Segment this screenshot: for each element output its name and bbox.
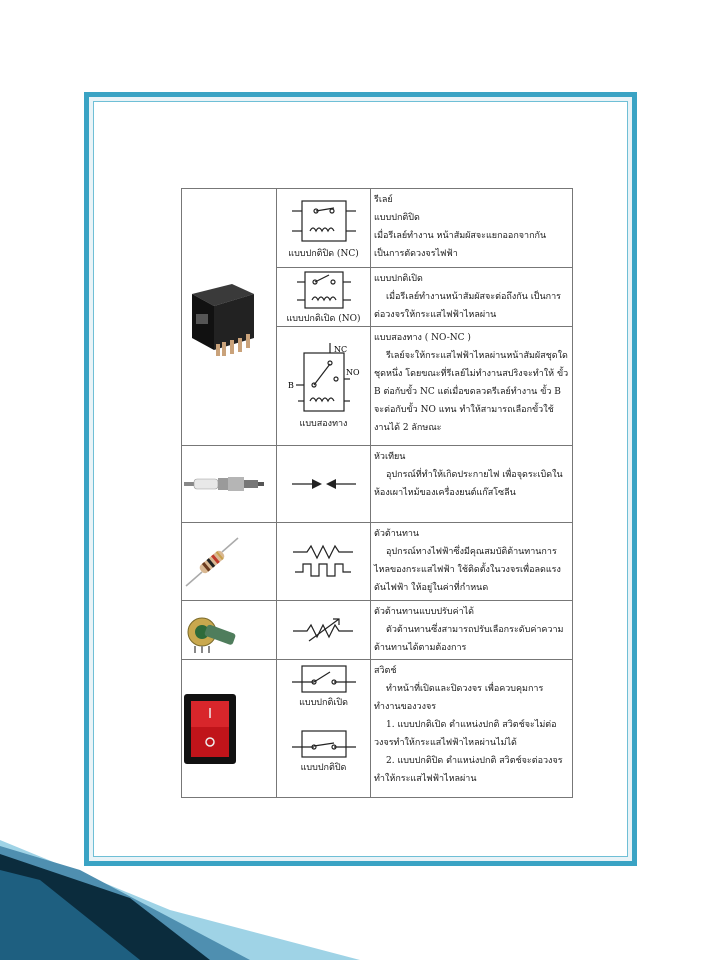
- switch-closed-symbol-icon: [292, 729, 356, 759]
- switch-open-caption: แบบปกติเปิด: [299, 698, 348, 708]
- resistor-photo: [182, 534, 242, 590]
- spark-plug-photo: [182, 469, 268, 499]
- spark-plug-symbol-icon: [292, 477, 356, 491]
- table-row-relay-nc: [182, 189, 573, 268]
- spark-plug-symbol-cell: [277, 446, 371, 523]
- switch-item-1: 1. แบบปกติเปิด ตำแหน่งปกติ สวิตช์จะไม่ต่อวงจรทำให้กระแสไฟฟ้าไหลผ่านไม่ได้: [374, 720, 557, 748]
- resistor-symbol-icon: [293, 542, 355, 582]
- variable-resistor-symbol-icon: [293, 615, 355, 645]
- relay-nc-description: [371, 189, 573, 268]
- spark-plug-description: [371, 446, 573, 523]
- relay-no-body: เมื่อรีเลย์ทำงานหน้าสัมผัสจะต่อถึงกัน เป็นการต่อวงจรให้กระแสไฟฟ้าไหลผ่าน: [374, 292, 561, 320]
- variable-resistor-title: ตัวต้านทานแบบปรับค่าได้: [374, 607, 475, 617]
- relay-two-way-body: รีเลย์จะให้กระแสไฟฟ้าไหลผ่านหน้าสัมผัสชุดใดชุดหนึ่ง โดยขณะที่รีเลย์ไม่ทำงานสปริงจะทำให้ ขั้ว B ต่อกับขั้ว NC แต่เมื่อขดลวดรีเลย์ทำงาน ขั้ว B จะต่อกับขั้ว NO แทน ทำให้สามารถเลือกขั้วใช้งานได้ 2 ลักษณะ: [374, 351, 569, 433]
- relay-photo-cell: [182, 189, 277, 446]
- switch-open-symbol-icon: [292, 664, 356, 694]
- spark-plug-photo-cell: [182, 446, 277, 523]
- switch-title: สวิตช์: [374, 666, 397, 676]
- relay-label-nc: NC: [333, 344, 347, 354]
- table-row-spark-plug: [182, 446, 573, 523]
- switch-symbol-cell: [277, 660, 371, 798]
- relay-nc-body: เมื่อรีเลย์ทำงาน หน้าสัมผัสจะแยกออกจากกัน เป็นการตัดวงจรไฟฟ้า: [374, 231, 547, 259]
- resistor-photo-cell: [182, 523, 277, 601]
- relay-title: รีเลย์: [374, 195, 393, 205]
- resistor-description: [371, 523, 573, 601]
- variable-resistor-description: [371, 601, 573, 660]
- switch-photo: [182, 692, 238, 766]
- relay-nc-symbol-icon: [292, 197, 356, 245]
- spark-plug-title: หัวเทียน: [374, 452, 406, 462]
- switch-description: [371, 660, 573, 798]
- resistor-symbol-cell: [277, 523, 371, 601]
- switch-closed-caption: แบบปกติปิด: [300, 763, 347, 773]
- relay-two-way-symbol-icon: [286, 343, 362, 415]
- relay-nc-subtitle: แบบปกติปิด: [374, 213, 420, 223]
- relay-two-way-title: แบบสองทาง ( NO-NC ): [374, 333, 471, 343]
- relay-two-way-caption: แบบสองทาง: [299, 418, 348, 429]
- switch-photo-cell: [182, 660, 277, 798]
- relay-two-way-symbol-cell: [277, 327, 371, 446]
- relay-nc-caption: แบบปกติปิด (NC): [288, 248, 359, 259]
- relay-no-caption: แบบปกติเปิด (NO): [286, 313, 361, 324]
- relay-no-symbol-icon: [297, 270, 351, 310]
- relay-photo: [182, 272, 262, 362]
- relay-no-title: แบบปกติเปิด: [374, 274, 423, 284]
- spark-plug-body: อุปกรณ์ที่ทำให้เกิดประกายไฟ เพื่อจุดระเบิดในห้องเผาไหม้ของเครื่องยนต์แก๊สโซลีน: [374, 470, 563, 498]
- symbol-table: [181, 188, 573, 798]
- relay-no-description: [371, 268, 573, 327]
- table-row-switch: [182, 660, 573, 798]
- variable-resistor-body: ตัวต้านทานซึ่งสามารถปรับเลือกระดับค่าความต้านทานได้ตามต้องการ: [374, 625, 564, 653]
- switch-item-2: 2. แบบปกติปิด ตำแหน่งปกติ สวิตช์จะต่อวงจรทำให้กระแสไฟฟ้าไหลผ่าน: [374, 756, 563, 784]
- relay-two-way-description: [371, 327, 573, 446]
- variable-resistor-photo-cell: [182, 601, 277, 660]
- variable-resistor-photo: [182, 606, 244, 654]
- relay-nc-symbol-cell: [277, 189, 371, 268]
- variable-resistor-symbol-cell: [277, 601, 371, 660]
- table-row-variable-resistor: [182, 601, 573, 660]
- switch-body: ทำหน้าที่เปิดและปิดวงจร เพื่อควบคุมการทำงานของวงจร: [374, 684, 544, 712]
- table-row-resistor: [182, 523, 573, 601]
- relay-no-symbol-cell: [277, 268, 371, 327]
- relay-label-b: B: [287, 380, 294, 390]
- decorative-swoosh: [0, 840, 720, 960]
- resistor-title: ตัวต้านทาน: [374, 529, 420, 539]
- relay-label-no: NO: [345, 367, 360, 377]
- resistor-body: อุปกรณ์ทางไฟฟ้าซึ่งมีคุณสมบัติต้านทานการไหลของกระแสไฟฟ้า ใช้ติดตั้งในวงจรเพื่อลดแรงดันไฟฟ้า ให้อยู่ในค่าที่กำหนด: [374, 547, 561, 593]
